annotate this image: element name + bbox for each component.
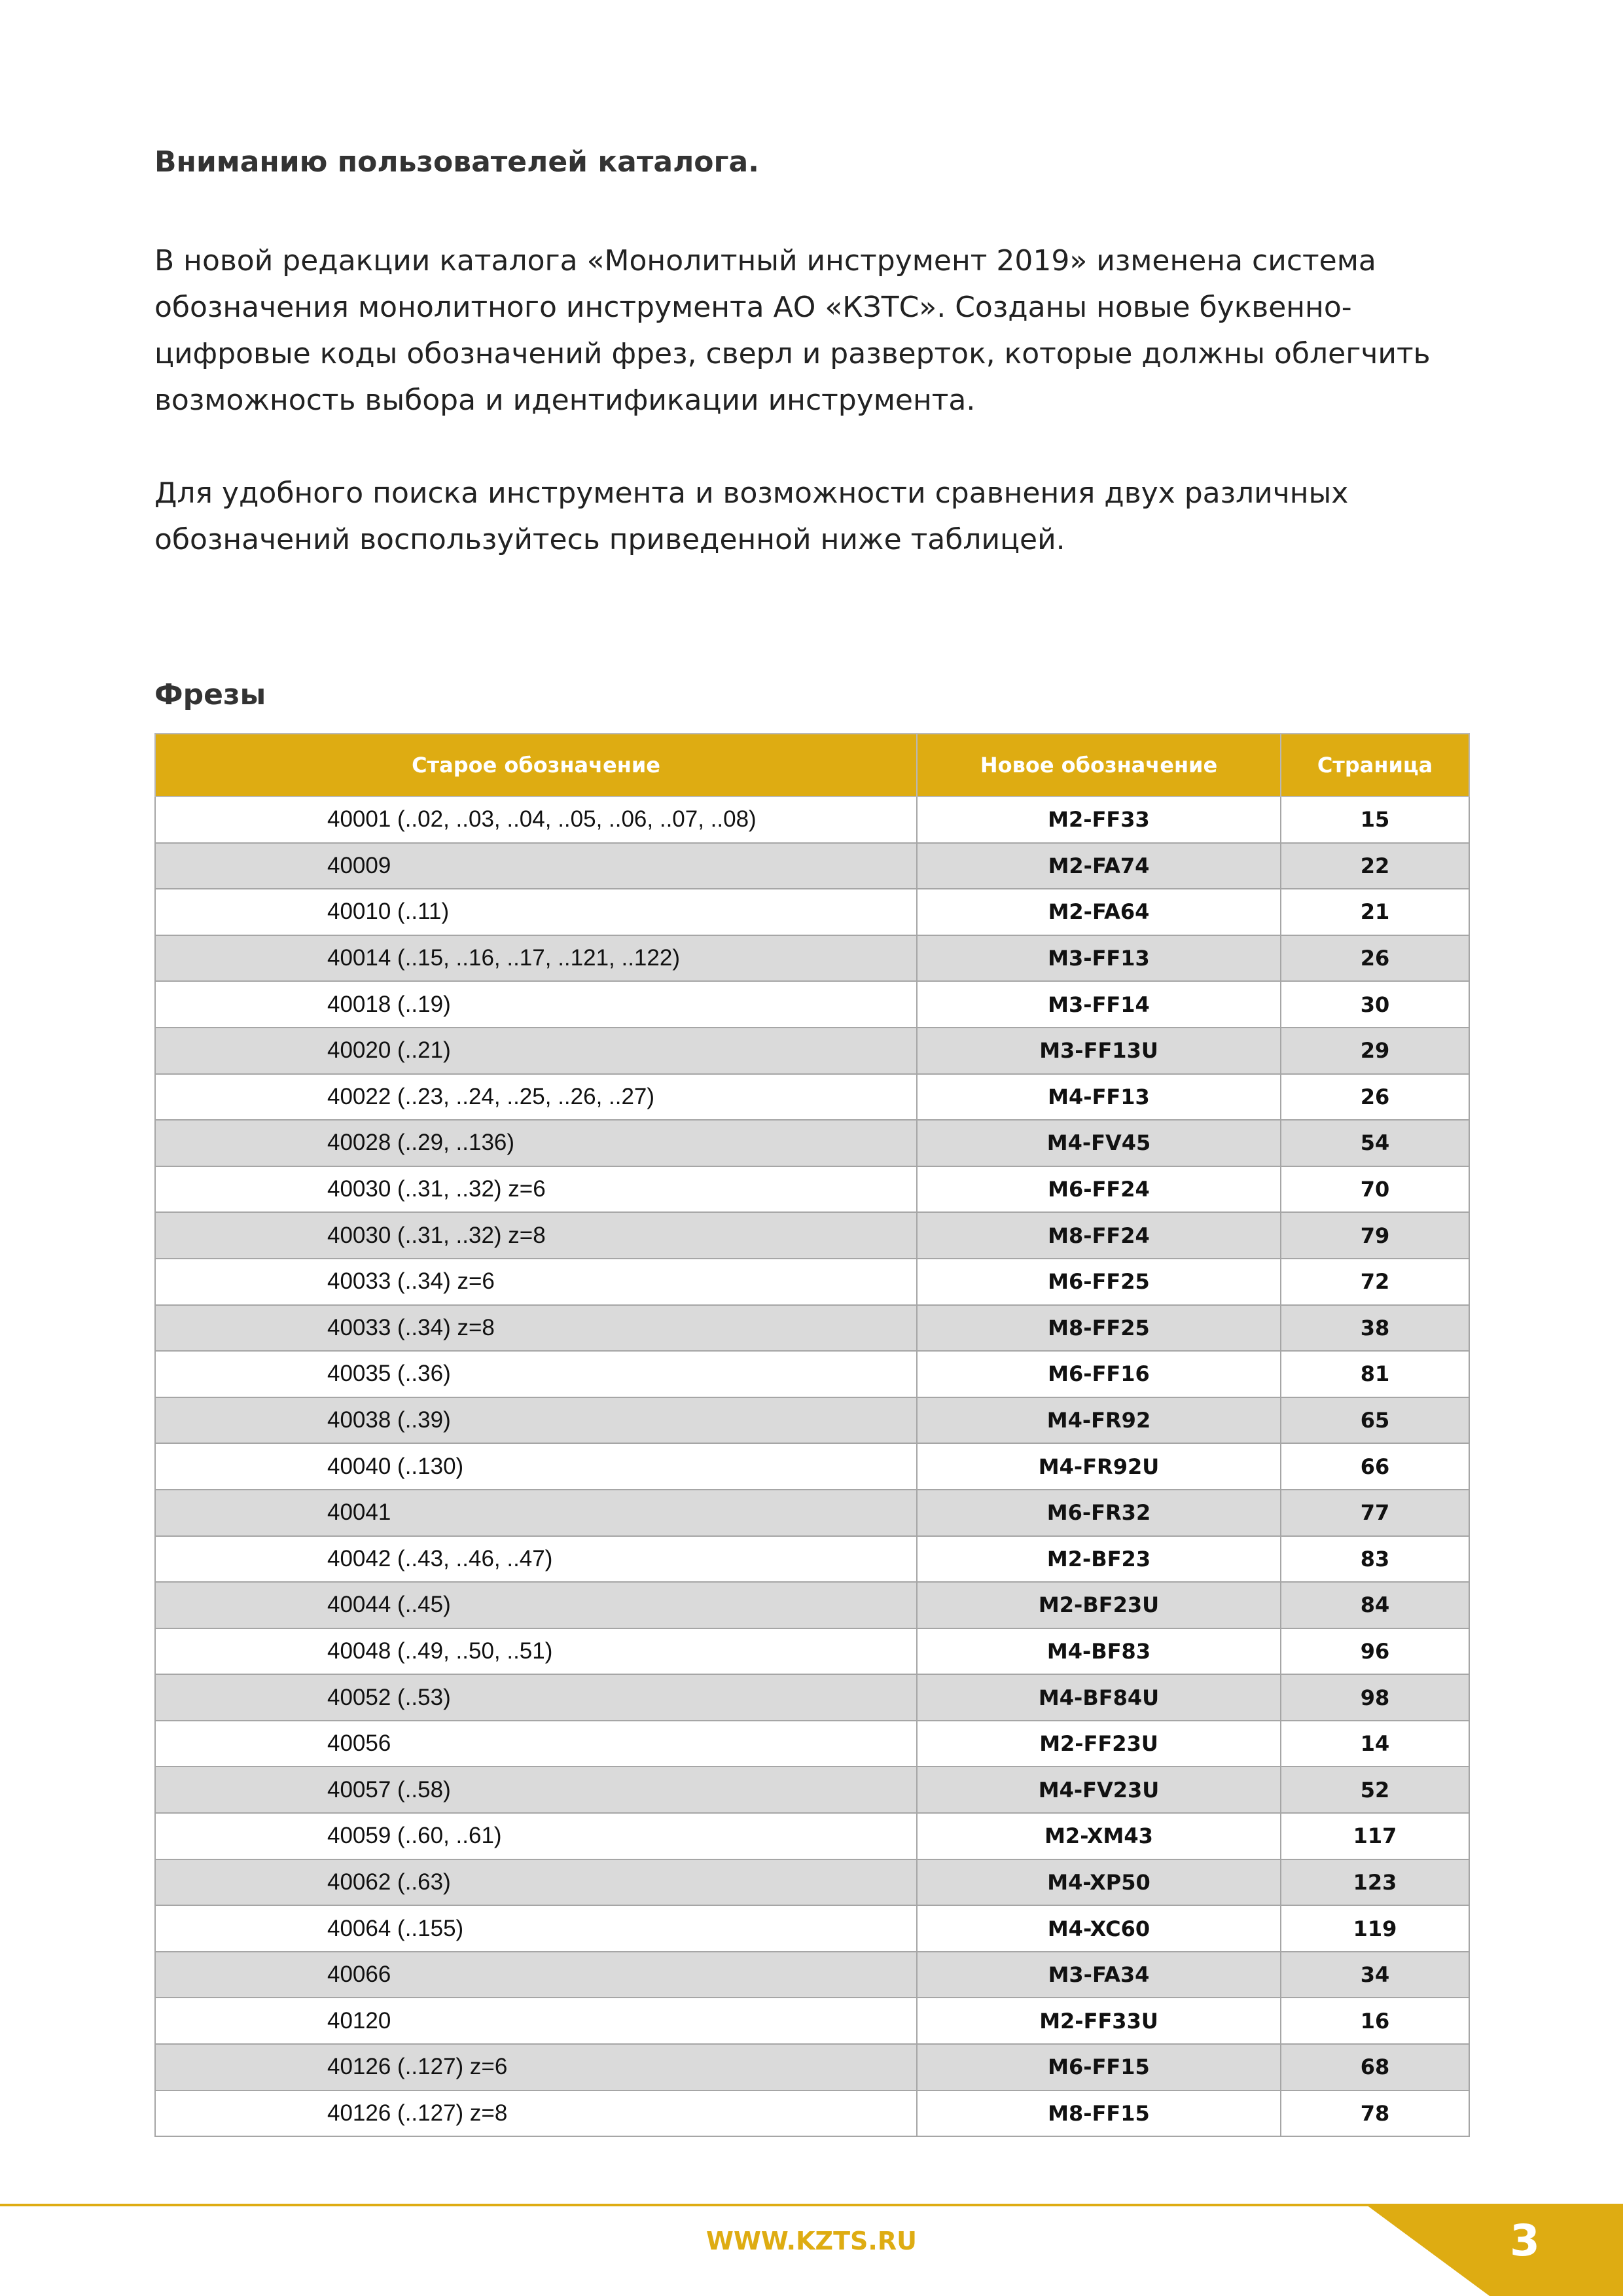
- table-row: [155, 981, 1469, 1028]
- table-row: [155, 1998, 1469, 2044]
- page-number-cell: 84: [1281, 1582, 1469, 1628]
- page-number-cell: 66: [1281, 1443, 1469, 1490]
- old-designation-cell: 40009: [155, 843, 917, 889]
- old-designation-cell: 40033 (..34) z=8: [155, 1305, 917, 1352]
- page-number-cell: 14: [1281, 1721, 1469, 1767]
- old-designation-cell: 40044 (..45): [155, 1582, 917, 1628]
- new-designation-cell: M3-FF14: [917, 981, 1281, 1028]
- new-designation-cell: M3-FF13: [917, 935, 1281, 982]
- search-hint-paragraph: Для удобного поиска инструмента и возможности сравнения двух различных обозначений воспользуйтесь приведенной ниже таблицей.: [154, 476, 1349, 556]
- page-number-cell: 54: [1281, 1120, 1469, 1166]
- new-designation-cell: M4-FR92U: [917, 1443, 1281, 1490]
- table-row: [155, 1397, 1469, 1444]
- new-designation-cell: M8-FF24: [917, 1212, 1281, 1259]
- table-row: [155, 1212, 1469, 1259]
- new-designation-cell: M3-FF13U: [917, 1028, 1281, 1074]
- page-number-cell: 38: [1281, 1305, 1469, 1352]
- table-row: [155, 1166, 1469, 1213]
- table-header-row: [155, 734, 1469, 797]
- table-row: [155, 1120, 1469, 1166]
- table-row: [155, 1813, 1469, 1859]
- old-designation-cell: 40126 (..127) z=8: [155, 2090, 917, 2137]
- old-designation-cell: 40040 (..130): [155, 1443, 917, 1490]
- old-designation-cell: 40014 (..15, ..16, ..17, ..121, ..122): [155, 935, 917, 982]
- page-number-cell: 26: [1281, 935, 1469, 982]
- table-row: [155, 1536, 1469, 1583]
- table-row: [155, 2044, 1469, 2090]
- new-designation-cell: M4-BF83: [917, 1628, 1281, 1675]
- table-row: [155, 1259, 1469, 1305]
- page-number-cell: 29: [1281, 1028, 1469, 1074]
- new-designation-cell: M2-BF23U: [917, 1582, 1281, 1628]
- table-row: [155, 1674, 1469, 1721]
- old-designation-cell: 40028 (..29, ..136): [155, 1120, 917, 1166]
- new-designation-cell: M6-FF25: [917, 1259, 1281, 1305]
- table-row: [155, 843, 1469, 889]
- old-designation-cell: 40057 (..58): [155, 1767, 917, 1813]
- page-number-cell: 119: [1281, 1905, 1469, 1952]
- old-designation-cell: 40041: [155, 1490, 917, 1536]
- new-designation-cell: M4-XP50: [917, 1859, 1281, 1906]
- table-row: [155, 935, 1469, 982]
- column-header-page: Страница: [1281, 734, 1469, 797]
- old-designation-cell: 40018 (..19): [155, 981, 917, 1028]
- page-number-cell: 98: [1281, 1674, 1469, 1721]
- table-row: [155, 797, 1469, 843]
- new-designation-cell: M6-FF15: [917, 2044, 1281, 2090]
- new-designation-cell: M2-FF33U: [917, 1998, 1281, 2044]
- old-designation-cell: 40030 (..31, ..32) z=6: [155, 1166, 917, 1213]
- page-number: 3: [1510, 2215, 1540, 2266]
- old-designation-cell: 40022 (..23, ..24, ..25, ..26, ..27): [155, 1074, 917, 1121]
- page-number-cell: 34: [1281, 1952, 1469, 1998]
- page-number-cell: 83: [1281, 1536, 1469, 1583]
- new-designation-cell: M2-FF23U: [917, 1721, 1281, 1767]
- old-designation-cell: 40048 (..49, ..50, ..51): [155, 1628, 917, 1675]
- table-row: [155, 889, 1469, 935]
- page-number-cell: 26: [1281, 1074, 1469, 1121]
- page-number-cell: 52: [1281, 1767, 1469, 1813]
- new-designation-cell: M8-FF25: [917, 1305, 1281, 1352]
- new-designation-cell: M6-FR32: [917, 1490, 1281, 1536]
- table-row: [155, 1074, 1469, 1121]
- new-designation-cell: M4-FF13: [917, 1074, 1281, 1121]
- table-row: [155, 1952, 1469, 1998]
- page-number-cell: 123: [1281, 1859, 1469, 1906]
- new-designation-cell: M4-FV23U: [917, 1767, 1281, 1813]
- column-header-old: Старое обозначение: [155, 734, 917, 797]
- new-designation-cell: M6-FF24: [917, 1166, 1281, 1213]
- page-number-cell: 77: [1281, 1490, 1469, 1536]
- page-number-cell: 21: [1281, 889, 1469, 935]
- new-designation-cell: M2-FA74: [917, 843, 1281, 889]
- page-number-cell: 15: [1281, 797, 1469, 843]
- page-number-cell: 81: [1281, 1351, 1469, 1397]
- new-designation-cell: M6-FF16: [917, 1351, 1281, 1397]
- new-designation-cell: M4-BF84U: [917, 1674, 1281, 1721]
- new-designation-cell: M8-FF15: [917, 2090, 1281, 2137]
- new-designation-cell: M2-FA64: [917, 889, 1281, 935]
- table-row: [155, 1490, 1469, 1536]
- table-row: [155, 1443, 1469, 1490]
- table-row: [155, 2090, 1469, 2137]
- page-number-cell: 117: [1281, 1813, 1469, 1859]
- table-row: [155, 1028, 1469, 1074]
- designation-table: [154, 733, 1470, 2137]
- old-designation-cell: 40066: [155, 1952, 917, 1998]
- page-number-cell: 22: [1281, 843, 1469, 889]
- new-designation-cell: M4-FR92: [917, 1397, 1281, 1444]
- page-number-cell: 78: [1281, 2090, 1469, 2137]
- old-designation-cell: 40052 (..53): [155, 1674, 917, 1721]
- page-number-cell: 96: [1281, 1628, 1469, 1675]
- old-designation-cell: 40062 (..63): [155, 1859, 917, 1906]
- table-row: [155, 1305, 1469, 1352]
- old-designation-cell: 40033 (..34) z=6: [155, 1259, 917, 1305]
- old-designation-cell: 40042 (..43, ..46, ..47): [155, 1536, 917, 1583]
- old-designation-cell: 40120: [155, 1998, 917, 2044]
- table-row: [155, 1905, 1469, 1952]
- old-designation-cell: 40126 (..127) z=6: [155, 2044, 917, 2090]
- new-designation-cell: M2-BF23: [917, 1536, 1281, 1583]
- page-number-cell: 68: [1281, 2044, 1469, 2090]
- old-designation-cell: 40035 (..36): [155, 1351, 917, 1397]
- footer-website-link[interactable]: WWW.KZTS.RU: [706, 2227, 917, 2255]
- intro-paragraph: В новой редакции каталога «Монолитный инструмент 2019» изменена система обозначения монолитного инструмента АО «КЗТС». Созданы новые буквенно-цифровые коды обозначений фрез, сверл и разверток, которые должны облегчить возможность выбора и идентификации инструмента.: [154, 244, 1431, 417]
- new-designation-cell: M2-XM43: [917, 1813, 1281, 1859]
- new-designation-cell: M2-FF33: [917, 797, 1281, 843]
- old-designation-cell: 40030 (..31, ..32) z=8: [155, 1212, 917, 1259]
- table-row: [155, 1351, 1469, 1397]
- old-designation-cell: 40064 (..155): [155, 1905, 917, 1952]
- page-number-cell: 79: [1281, 1212, 1469, 1259]
- old-designation-cell: 40020 (..21): [155, 1028, 917, 1074]
- page-number-cell: 65: [1281, 1397, 1469, 1444]
- new-designation-cell: M3-FA34: [917, 1952, 1281, 1998]
- notice-title: Вниманию пользователей каталога.: [154, 145, 759, 179]
- page-number-cell: 72: [1281, 1259, 1469, 1305]
- table-row: [155, 1767, 1469, 1813]
- old-designation-cell: 40010 (..11): [155, 889, 917, 935]
- table-row: [155, 1628, 1469, 1675]
- column-header-new: Новое обозначение: [917, 734, 1281, 797]
- new-designation-cell: M4-FV45: [917, 1120, 1281, 1166]
- section-title: Фрезы: [154, 678, 266, 711]
- page-number-cell: 70: [1281, 1166, 1469, 1213]
- page-number-cell: 30: [1281, 981, 1469, 1028]
- table-row: [155, 1721, 1469, 1767]
- old-designation-cell: 40059 (..60, ..61): [155, 1813, 917, 1859]
- new-designation-cell: M4-XC60: [917, 1905, 1281, 1952]
- table-body: [155, 797, 1469, 2136]
- table-row: [155, 1582, 1469, 1628]
- table-row: [155, 1859, 1469, 1906]
- page-number-cell: 16: [1281, 1998, 1469, 2044]
- old-designation-cell: 40056: [155, 1721, 917, 1767]
- old-designation-cell: 40001 (..02, ..03, ..04, ..05, ..06, ..07, ..08): [155, 797, 917, 843]
- old-designation-cell: 40038 (..39): [155, 1397, 917, 1444]
